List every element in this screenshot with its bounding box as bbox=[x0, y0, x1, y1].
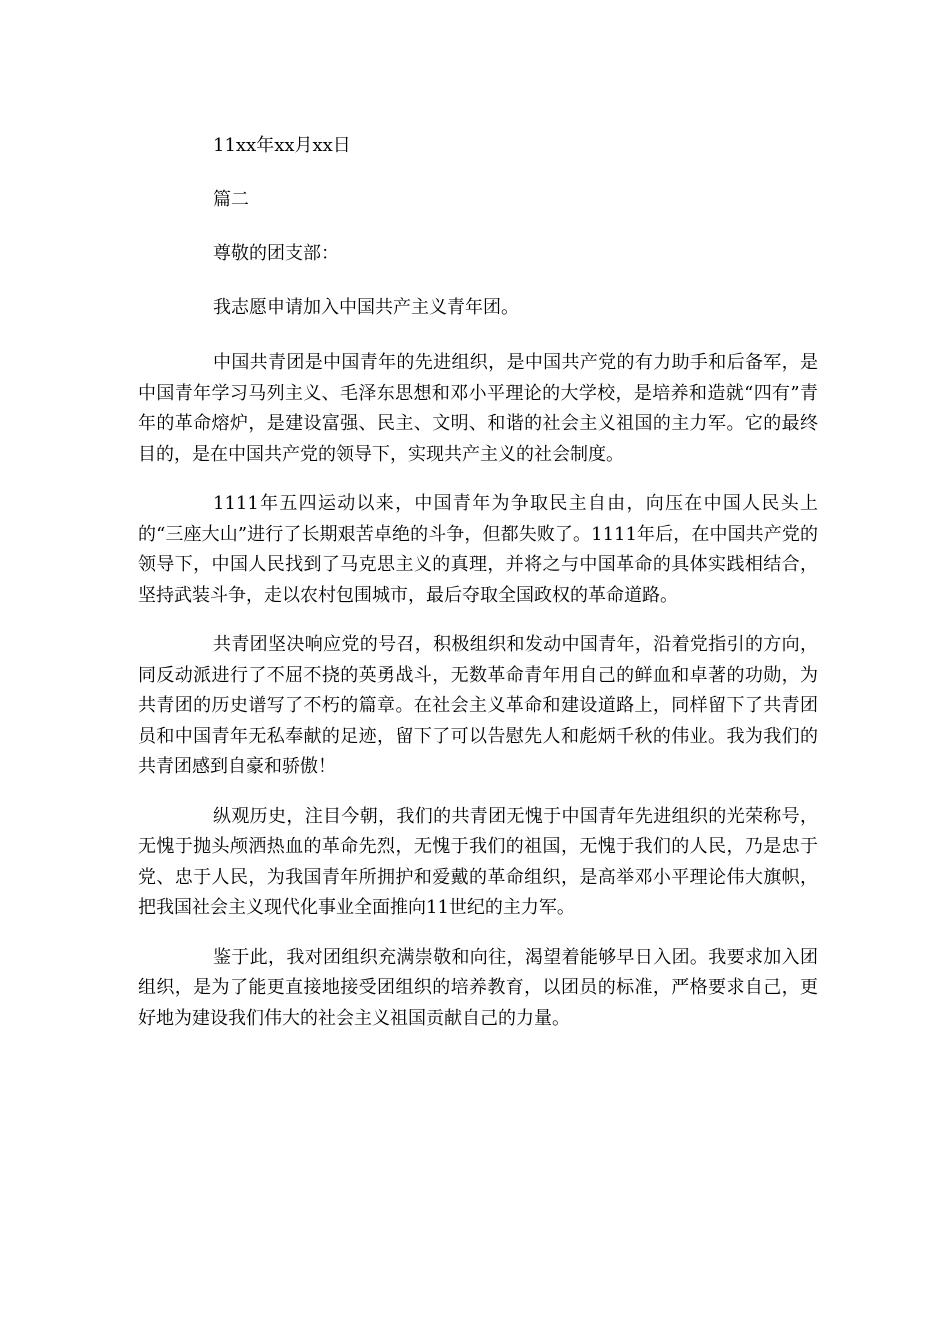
paragraph-league-achievements: 共青团坚决响应党的号召，积极组织和发动中国青年，沿着党指引的方向，同反动派进行了不屈不挠的英勇战斗，无数革命青年用自己的鲜血和卓著的功勋，为共青团的历史谱写了不朽的篇章。在社会主义革命和建设道路上，同样留下了共青团员和中国青年无私奉献的足迹，留下了可以告慰先人和彪炳千秋的伟业。我为我们的共青团感到自豪和骄傲！ bbox=[138, 634, 818, 777]
section-title: 篇二 bbox=[213, 189, 249, 210]
paragraph-motivation: 鉴于此，我对团组织充满崇敬和向往，渴望着能够早日入团。我要求加入团组织，是为了能更直接地接受团组织的培养教育，以团员的标准，严格要求自己，更好地为建设我们伟大的社会主义祖国贡献自己的力量。 bbox=[138, 946, 818, 1029]
paragraph-application-statement: 我志愿申请加入中国共产主义青年团。 bbox=[213, 297, 519, 318]
document-body bbox=[138, 136, 818, 1053]
salutation: 尊敬的团支部： bbox=[213, 243, 339, 264]
paragraph-history: 1111年五四运动以来，中国青年为争取民主自由，向压在中国人民头上的“三座大山”进行了长期艰苦卓绝的斗争，但都失败了。1111年后，在中国共产党的领导下，中国人民找到了马克思主义的真理，并将之与中国革命的具体实践相结合，坚持武装斗争，走以农村包围城市，最后夺取全国政权的革命道路。 bbox=[138, 493, 818, 606]
paragraph-league-introduction: 中国共青团是中国青年的先进组织，是中国共产党的有力助手和后备军，是中国青年学习马列主义、毛泽东思想和邓小平理论的大学校，是培养和造就“四有”青年的革命熔炉，是建设富强、民主、文明、和谐的社会主义祖国的主力军。它的最终目的，是在中国共产党的领导下，实现共产主义的社会制度。 bbox=[138, 352, 818, 465]
paragraph-reflection: 纵观历史，注目今朝，我们的共青团无愧于中国青年先进组织的光荣称号，无愧于抛头颅洒热血的革命先烈，无愧于我们的祖国，无愧于我们的人民，乃是忠于党、忠于人民，为我国青年所拥护和爱戴的革命组织，是高举邓小平理论伟大旗帜，把我国社会主义现代化事业全面推向11世纪的主力军。 bbox=[138, 805, 818, 918]
date-line: 11xx年xx月xx日 bbox=[213, 135, 351, 156]
